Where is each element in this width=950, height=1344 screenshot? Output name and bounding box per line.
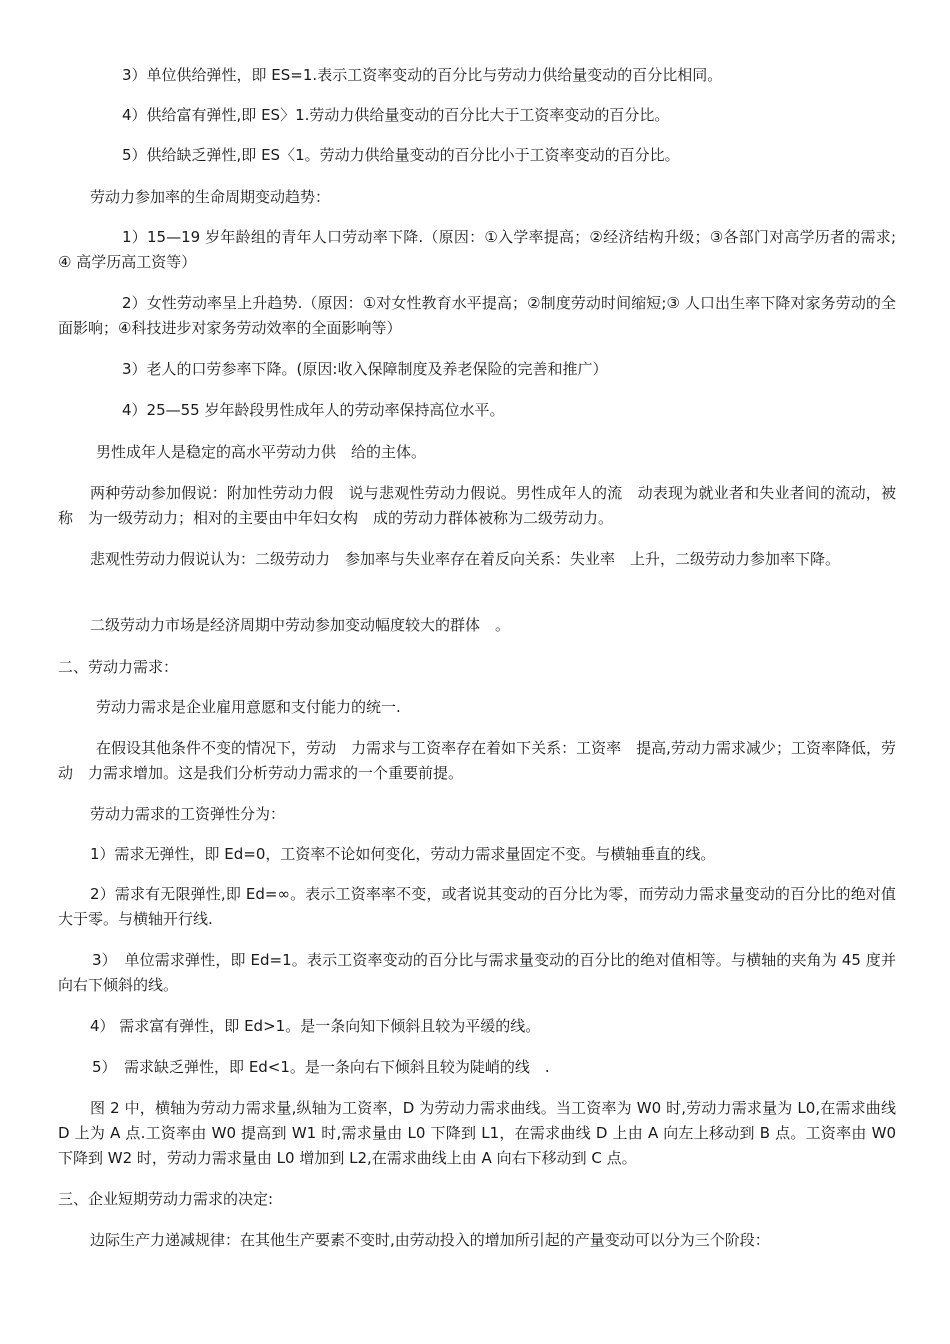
paragraph-youth-rate: 1）15—19 岁年龄组的青年人口劳动率下降.（原因：①入学率提高；②经济结构升级；③各部门对高学历者的需求;④ 高学历高工资等） (58, 228, 896, 271)
paragraph-male-rate: 4）25—55 岁年龄段男性成年人的劳动率保持高位水平。 (122, 401, 505, 419)
paragraph-demand-unit: 3） 单位需求弹性，即 Ed=1。表示工资率变动的百分比与需求量变动的百分比的绝对值相等。与横轴的夹角为 45 度并向右下倾斜的线。 (58, 951, 896, 994)
paragraph-demand-inelastic: 1）需求无弹性，即 Ed=0，工资率不论如何变化，劳动力需求量固定不变。与横轴垂直的线。 (90, 845, 716, 863)
paragraph-two-hypotheses: 两种劳动参加假说：附加性劳动力假 说与悲观性劳动力假说。男性成年人的流 动表现为就业者和失业者间的流动，被称 为一级劳动力；相对的主要由中年妇女构 成的劳动力群体被称为二级劳动力。 (58, 484, 896, 527)
paragraph-secondary-market: 二级劳动力市场是经济周期中劳动参加变动幅度较大的群体 。 (90, 616, 511, 634)
paragraph-figure-2-explanation: 图 2 中，横轴为劳动力需求量,纵轴为工资率，D 为劳动力需求曲线。当工资率为 W0 时,劳动力需求量为 L0,在需求曲线 D 上为 A 点.工资率由 W0 提高到 W1 时,需求量由 L0 下降到 L1，在需求曲线 D 上由 A 向左上移动到 B 点。工资率由 W0 下降到 W2 时，劳动力需求量由 L0 增加到 L2,在需求曲线上由 A 向右下移动到 C 点。 (58, 1099, 896, 1167)
paragraph-elasticity-lack: 5）供给缺乏弹性,即 ES〈1。劳动力供给量变动的百分比小于工资率变动的百分比。 (122, 146, 680, 164)
paragraph-male-adults: 男性成年人是稳定的高水平劳动力供 给的主体。 (96, 443, 427, 461)
section-heading-short-term-demand: 三、企业短期劳动力需求的决定: (58, 1190, 274, 1208)
paragraph-lifecycle-heading: 劳动力参加率的生命周期变动趋势： (90, 188, 331, 206)
paragraph-demand-lack: 5） 需求缺乏弹性，即 Ed<1。是一条向右下倾斜且较为陡峭的线 . (92, 1058, 550, 1076)
paragraph-wage-elasticity-heading: 劳动力需求的工资弹性分为： (90, 805, 286, 823)
paragraph-demand-definition: 劳动力需求是企业雇用意愿和支付能力的统一. (96, 698, 401, 716)
section-heading-labor-demand: 二、劳动力需求： (58, 658, 179, 676)
paragraph-demand-wage-relation: 在假设其他条件不变的情况下，劳动 力需求与工资率存在着如下关系：工资率 提高,劳动力需求减少；工资率降低，劳动 力需求增加。这是我们分析劳动力需求的一个重要前提。 (58, 739, 896, 782)
paragraph-diminishing-returns: 边际生产力递减规律：在其他生产要素不变时,由劳动投入的增加所引起的产量变动可以分为三个阶段： (90, 1231, 770, 1249)
paragraph-elderly-rate: 3）老人的口劳参率下降。(原因:收入保障制度及养老保险的完善和推广） (122, 360, 608, 378)
paragraph-pessimistic-hypothesis: 悲观性劳动力假说认为：二级劳动力 参加率与失业率存在着反向关系：失业率 上升，二级劳动力参加率下降。 (90, 550, 841, 568)
paragraph-female-rate: 2）女性劳动率呈上升趋势.（原因：①对女性教育水平提高；②制度劳动时间缩短;③ 人口出生率下降对家务劳动的全面影响；④科技进步对家务劳动效率的全面影响等） (58, 294, 896, 337)
paragraph-elasticity-rich: 4）供给富有弹性,即 ES〉1.劳动力供给量变动的百分比大于工资率变动的百分比。 (122, 106, 670, 124)
paragraph-elasticity-unit: 3）单位供给弹性，即 ES=1.表示工资率变动的百分比与劳动力供给量变动的百分比相同。 (122, 66, 723, 84)
paragraph-demand-infinite: 2）需求有无限弹性,即 Ed=∞。表示工资率率不变，或者说其变动的百分比为零，而劳动力需求量变动的百分比的绝对值大于零。与横轴开行线. (58, 885, 896, 928)
paragraph-demand-rich: 4） 需求富有弹性，即 Ed>1。是一条向知下倾斜且较为平缓的线。 (90, 1017, 541, 1035)
